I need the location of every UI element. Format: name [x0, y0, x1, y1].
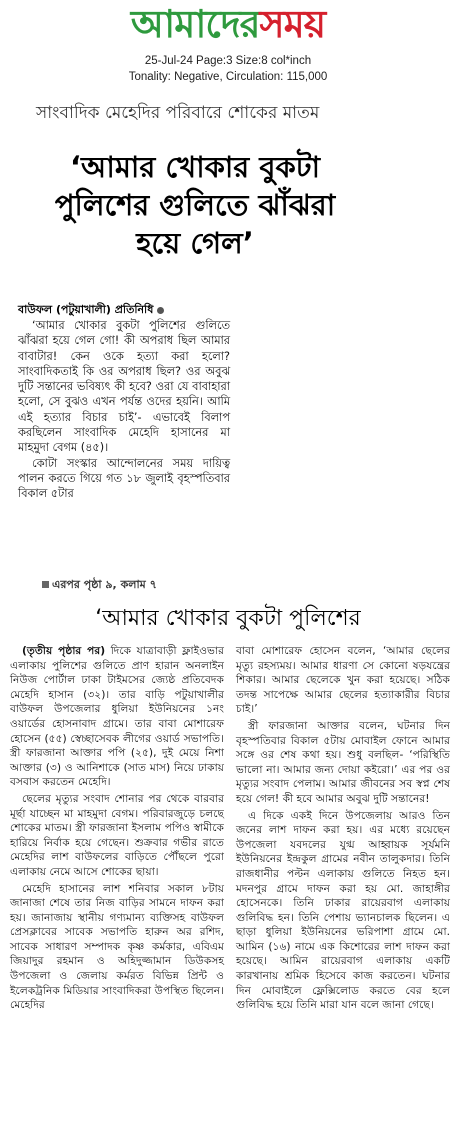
article-headline: ‘আমার খোকার বুকটা পুলিশের গুলিতে ঝাঁঝরা হয়ে গেল’ — [54, 150, 336, 260]
article-kicker: সাংবাদিক মেহেদির পরিবারে শোকের মাতম — [36, 103, 320, 123]
paragraph-text: দিকে যাত্রাবাড়ী ফ্লাইওভার এলাকায় পুলিশের গুলিতে প্রাণ হারান অনলাইন নিউজ পোর্টাল ঢাকা টাইমসের জ্যেষ্ঠ প্রতিবেদক মেহেদি হাসান (৩২)। তার বাড়ি পটুয়াখালীর বাউফল উপজেলার ধুলিয়া ইউনিয়নের ১নং ওয়ার্ডের হোসনাবাদ গ্রামে। তার বাবা মোশারেফ হোসেন (৫৫) স্বেচ্ছাসেবক লীগের ওয়ার্ড সভাপতি। স্ত্রী ফারজানা আক্তার পপি (২৫), দুই মেয়ে নিশা আক্তার (৩) ও আনিশাকে (সাত মাস) নিয়ে ঢাকায় বসবাস করতেন মেহেদি। — [10, 644, 224, 789]
logo-part-1: আমাদের — [130, 1, 260, 46]
jump-lead: (তৃতীয় পৃষ্ঠার পর) — [22, 644, 106, 657]
jump-column-left — [10, 644, 224, 1015]
bullet-icon — [157, 307, 164, 314]
article-paragraph: কোটা সংস্কার আন্দোলনের সময় দায়িত্ব পালন করতে গিয়ে গত ১৮ জুলাই বৃহস্পতিবার বিকাল ৫টার — [18, 456, 230, 501]
article-paragraph: বাবা মোশারেফ হোসেন বলেন, ‘আমার ছেলের মৃত্যু রহস্যময়। আমার ধারণা সে কোনো ষড়যন্ত্রের শিকার। আমার ছেলেকে খুন করা হয়েছে। সঠিক তদন্ত সাপেক্ষে আমার ছেলের হত্যাকারীর বিচার চাই।’ — [236, 644, 450, 716]
continued-note — [18, 576, 230, 595]
article-paragraph: স্ত্রী ফারজানা আক্তার বলেন, ঘটনার দিন বৃহস্পতিবার বিকাল ৫টায় মোবাইল ফোনে আমার সঙ্গে ওর শেষ কথা হয়। শুধু বলছিল- ‘পরিস্থিতি ভালো না। আমার জন্য দোয়া কইরো।’ এর পর ওর মৃত্যুর সংবাদ পেলাম। আমার জীবনের সব স্বপ্ন শেষ হয়ে গেল! কী হবে আমার অবুঝ দুটি সন্তানের! — [236, 718, 450, 805]
article-paragraph: এ দিকে একই দিনে উপজেলায় আরও তিন জনের লাশ দাফন করা হয়। এর মধ্যে রয়েছেন উপজেলা যবদলের যুগ্ম আহ্বায়ক সূর্যমনি ইউনিয়নের ইন্দ্রকুল গ্রামের নবীন তালুকদার। তিনি রাজধানীর পল্টন এলাকায় গুলিতে নিহত হন। মদনপুর গ্রামে দাফন করা হয় মো. জাহাঙ্গীর হোসেনকে। তিনি ঢাকার রায়েরবাগ এলাকায় গুলিবিদ্ধ হন। তিনি পেশায় ভ্যানচালক ছিলেন। এ ছাড়া ধুলিয়া ইউনিয়নের ভরিপাশা গ্রামে মো. আমিন (১৬) নামে এক কিশোরের লাশ দাফন করা হয়েছে। আমিন রায়েরবাগ এলাকায় একটি কারখানায় শ্রমিক হিসেবে কাজ করতেন। ঘটনার দিন মোবাইলে ফ্লেক্সিলোড করতে বের হলে গুলিবিদ্ধ হয়ে তিনি মারা যান বলে জানা গেছে। — [236, 808, 450, 1012]
clipping-meta-date-page: 25-Jul-24 Page:3 Size:8 col*inch — [144, 55, 312, 67]
newspaper-logo — [0, 0, 456, 48]
jump-headline: ‘আমার খোকার বুকটা পুলিশের — [95, 606, 361, 631]
masthead — [0, 0, 456, 50]
article-paragraph — [10, 644, 224, 790]
square-bullet-icon — [42, 581, 49, 588]
clipping-meta-tonality: Tonality: Negative, Circulation: 115,000 — [128, 71, 328, 83]
continued-text: এরপর পৃষ্ঠা ৯, কলাম ৭ — [52, 578, 157, 591]
jump-column-right — [236, 644, 450, 1015]
logo-part-2: সময় — [259, 1, 326, 46]
article-paragraph: মেহেদি হাসানের লাশ শনিবার সকাল ৮টায় জানাজা শেষে তার নিজ বাড়ির সামনে দাফন করা হয়। জানাজায় স্থানীয় গণ্যমান্য ব্যক্তিসহ বাউফল প্রেসক্লাবের সাবেক সভাপতি হারুন অর রশিদ, সাবেক সাধারণ সম্পাদক কৃষ্ণ কর্মকার, এবিএম জিয়াদুর রহমান ও অহিদুজ্জামান ডিউকসহ উপজেলা ও জেলায় কর্মরত বিভিন্ন প্রিন্ট ও ইলেকট্রনিক মিডিয়ার সাংবাদিকরা উপস্থিত ছিলেন। মেহেদির — [10, 881, 224, 1012]
article-paragraph: ‘আমার খোকার বুকটা পুলিশের গুলিতে ঝাঁঝরা হয়ে গেল গো! কী অপরাধ ছিল আমার বাবাটার! কেন ওকে হত্যা করা হলো? সাংবাদিকতাই কি ওর অপরাধ ছিল? ওর অবুঝ দুটি সন্তানের ভবিষ্যৎ কী হবে? ওরা যে বাবাহারা হলো, সে বুঝও এখন পর্যন্ত ওদের হয়নি। আমি এই হত্যার বিচার চাই’- এভাবেই বিলাপ করছিলেন সাংবাদিক মেহেদি হাসানের মা মাহমুদা বেগম (৪৫)। — [18, 319, 230, 455]
jump-page-article — [8, 604, 448, 1119]
byline-text: বাউফল (পটুয়াখালী) প্রতিনিধি — [18, 303, 154, 316]
article-paragraph: ছেলের মৃত্যুর সংবাদ শোনার পর থেকে বারবার মূর্ছা যাচ্ছেন মা মাহমুদা বেগম। পরিবারজুড়ে চলছে শোকের মাতম। স্ত্রী ফারজানা ইসলাম পপিও স্বামীকে হারিয়ে নির্বাক হয়ে গেছেন। শুক্রবার গভীর রাতে মেহেদির লাশ বাউফলের বাড়িতে পৌঁছলে পুরো এলাকায় নেমে আসে শোকের ছায়া। — [10, 791, 224, 878]
article-body — [18, 318, 230, 502]
front-page-article — [18, 96, 438, 591]
